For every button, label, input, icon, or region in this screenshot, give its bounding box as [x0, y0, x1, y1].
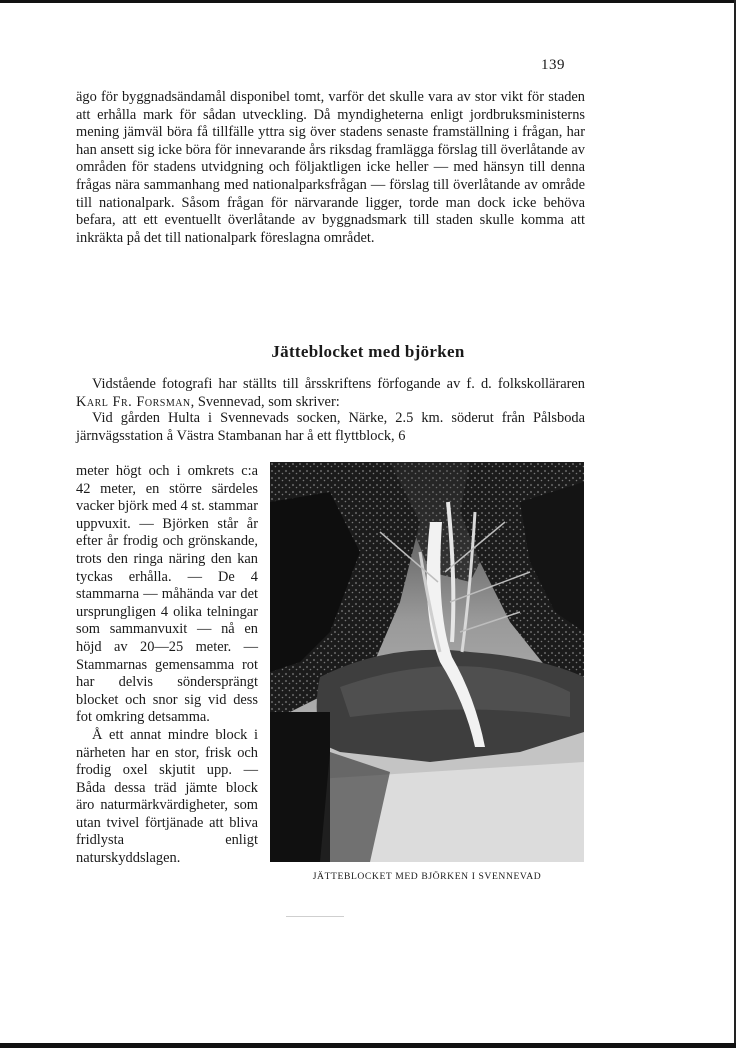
paragraph-3-text: Å ett annat mindre block i närheten har en stor, frisk och frodig oxel skjutit upp. — Båda dessa träd jämte block äro naturmärkvärdigheter, som utan tvivel förtjänade att bliva fridlysta enligt naturskyddslagen. [76, 726, 258, 867]
scan-mark [286, 916, 344, 917]
article-paragraph-2-column: meter högt och i omkrets c:a 42 meter, en större särdeles vacker björk med 4 st. stammar uppvuxit. — Björken står år efter år frodig och grönskande, trots den ringa näring den kan tyckas erhålla. — De 4 stammarna — måhända var det ursprungligen 4 olika telningar som sammanvuxit — nå en höjd av 20—25 meter. — Stammarnas gemensamma rot har delvis söndersprängt blocket och snor sig vid dess fot omkring detsamma. [76, 463, 258, 726]
text-column [76, 463, 258, 868]
article-paragraph-1 [76, 376, 585, 411]
birch-boulder-photo [270, 462, 584, 862]
article-paragraph-3 [76, 727, 258, 868]
paragraph-1-after: , Svennevad, som skriver: [190, 393, 340, 410]
photo-caption: JÄTTEBLOCKET MED BJÖRKEN I SVENNEVAD [312, 871, 542, 882]
article-paragraph-2-full [76, 410, 585, 445]
intro-paragraph: ägo för byggnadsändamål disponibel tomt, varför det skulle vara av stor vikt för staden att erhålla mark för sådan utveckling. Då myndigheterna enligt jordbruksministerns mening jämväl böra få tillfälle yttra sig över stadens senaste framställning i frågan, har han ansett sig icke böra för innevarande års riksdag framlägga förslag till överlåtande av områden för stadens utvidgning och följaktligen icke heller — med hänsyn till denna frågas nära sammanhang med nationalparksfrågan — förslag till överlåtande av område till nationalpark. Såsom frågan för närvarande ligger, torde man dock icke behöva befara, att ett eventuellt överlåtande av byggnadsmark till staden skulle komma att inkräkta på det till nationalpark föreslagna området. [76, 89, 585, 246]
page-number: 139 [541, 57, 565, 73]
paragraph-2-lead: Vid gården Hulta i Svennevads socken, Närke, 2.5 km. söderut från Pålsboda järnvägsstation å Västra Stambanan har å ett flyttblock, 6 [76, 410, 585, 444]
page-edge-bottom [0, 1043, 736, 1048]
article-title: Jätteblocket med björken [271, 342, 465, 361]
page-edge-top [0, 0, 736, 3]
paragraph-1-before: Vidstående fotografi har ställts till årsskriftens förfogande av f. d. folkskolläraren [92, 376, 585, 392]
author-name: Karl Fr. Forsman [76, 393, 191, 410]
